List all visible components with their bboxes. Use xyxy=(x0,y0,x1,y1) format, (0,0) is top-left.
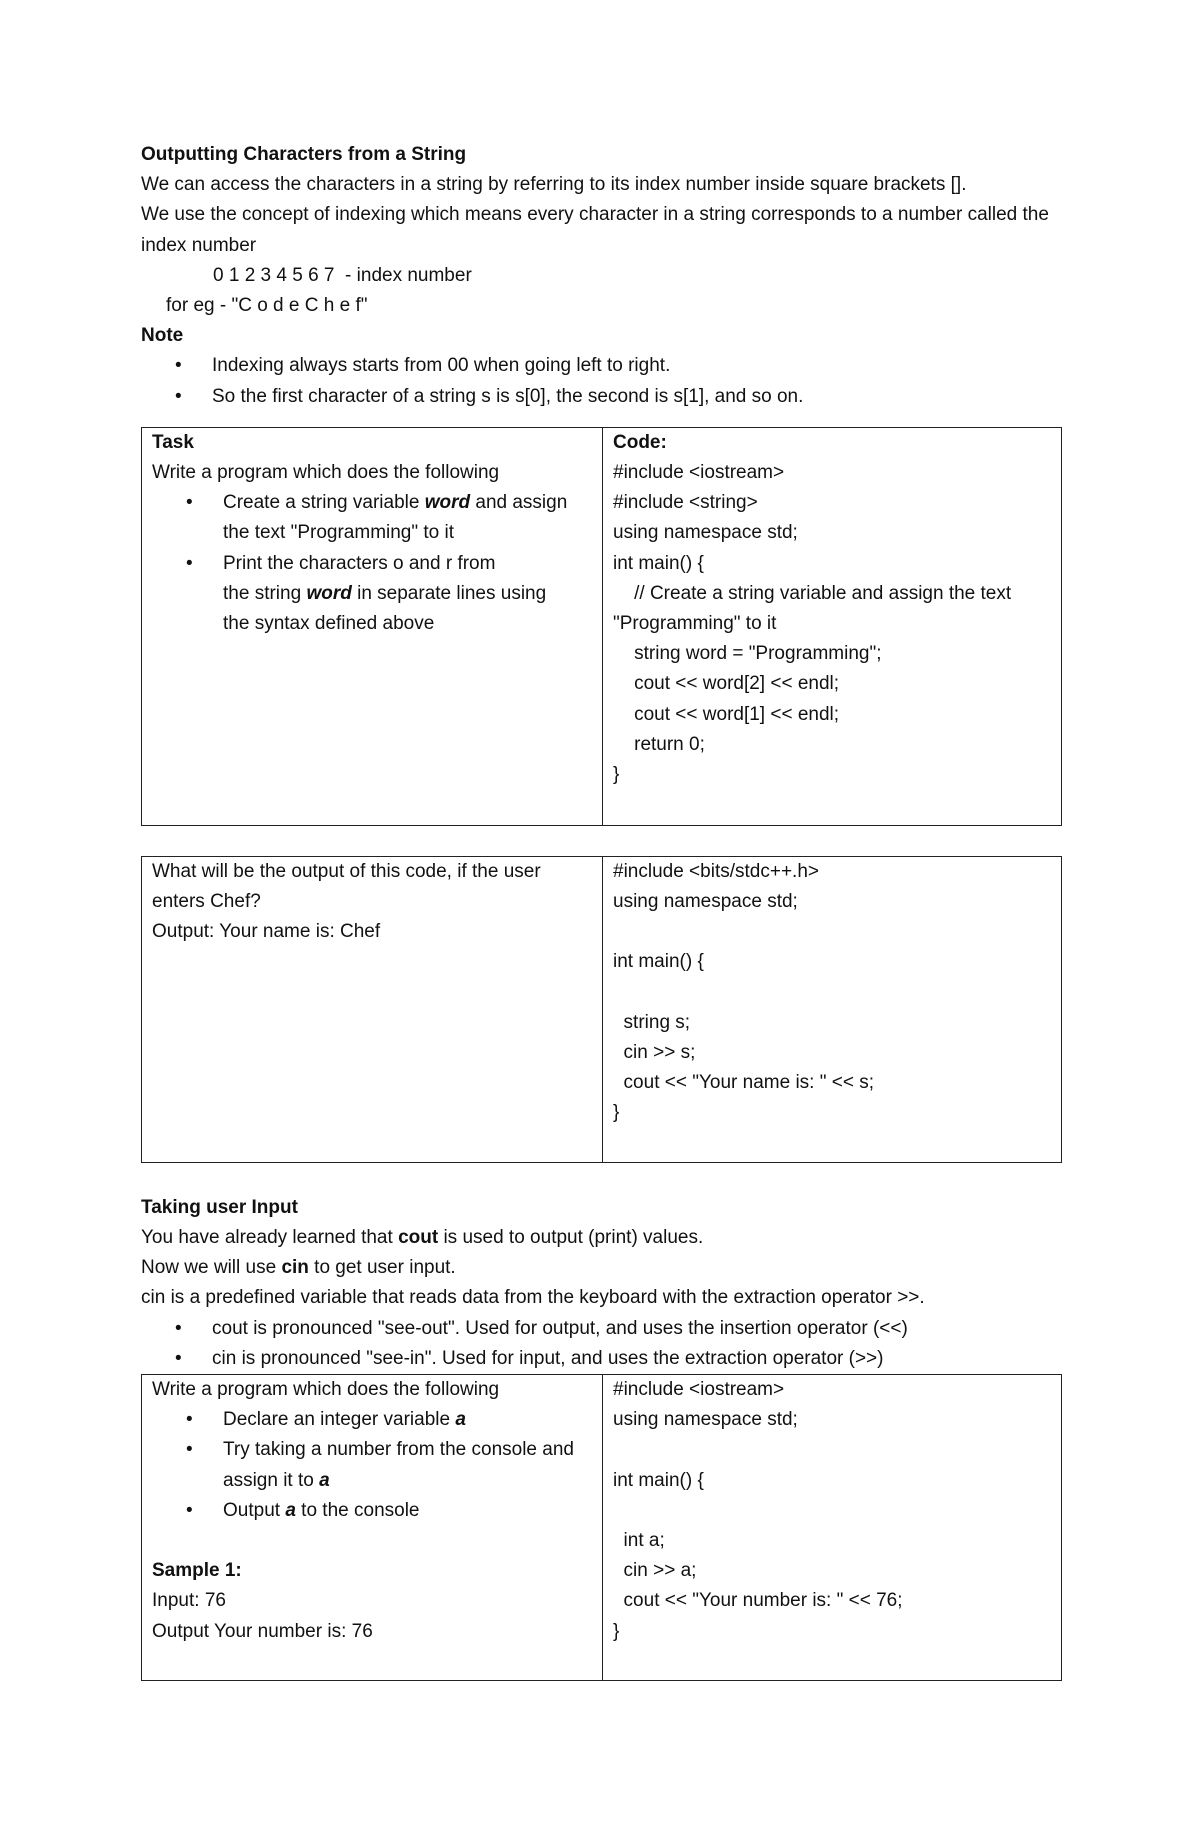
task-text: the string xyxy=(223,582,307,604)
answer-output: Output: Your name is: Chef xyxy=(152,921,381,943)
task-list xyxy=(152,1496,592,1526)
variable-name: a xyxy=(285,1499,296,1521)
code-line: using namespace std; xyxy=(613,1409,798,1431)
code-line: // Create a string variable and assign the text xyxy=(613,582,1012,604)
code-line: cout << "Your name is: " << s; xyxy=(613,1072,874,1094)
index-number-line: 0 1 2 3 4 5 6 7 - index number xyxy=(213,264,472,286)
code-line: "Programming" to it xyxy=(613,613,777,635)
code-line: return 0; xyxy=(613,733,705,755)
sample-input: Input: 76 xyxy=(152,1590,226,1612)
code-cell xyxy=(603,1375,1062,1681)
code-line: int a; xyxy=(613,1530,665,1552)
code-heading: Code: xyxy=(613,431,667,453)
sample-output: Output Your number is: 76 xyxy=(152,1620,373,1642)
task-item xyxy=(152,1405,592,1435)
paragraph xyxy=(141,1253,1061,1283)
code-line xyxy=(613,917,1051,947)
code-line: using namespace std; xyxy=(613,891,798,913)
task-item-continuation xyxy=(152,579,592,609)
paragraph: We can access the characters in a string by referring to its index number inside square brackets []. xyxy=(141,174,967,196)
io-item: • cin is pronounced "see-in". Used for input, and uses the extraction operator (>>) xyxy=(141,1344,1061,1374)
code-cell xyxy=(603,427,1062,825)
variable-name: word xyxy=(306,582,352,604)
io-list xyxy=(141,1314,1061,1374)
variable-name: a xyxy=(455,1409,466,1431)
task-item-continuation: the text "Programming" to it xyxy=(223,522,455,544)
code-line: int main() { xyxy=(613,552,704,574)
task-text: Create a string variable xyxy=(223,492,425,514)
paragraph xyxy=(141,1223,1061,1253)
code-line: #include <iostream> xyxy=(613,1379,785,1401)
paragraph-text: to get user input. xyxy=(308,1257,456,1279)
code-line: #include <bits/stdc++.h> xyxy=(613,860,819,882)
section-title-taking-user-input: Taking user Input xyxy=(141,1196,298,1218)
code-line: string s; xyxy=(613,1011,691,1033)
code-line: cin >> a; xyxy=(613,1560,697,1582)
code-line xyxy=(613,1496,1051,1526)
code-line: int main() { xyxy=(613,1469,704,1491)
task-text: in separate lines using xyxy=(351,582,547,604)
section-title-outputting-characters: Outputting Characters from a String xyxy=(141,144,467,165)
code-line xyxy=(613,1435,1051,1465)
task-table-1 xyxy=(141,427,1062,826)
variable-name: a xyxy=(319,1469,330,1491)
paragraph-text: is used to output (print) values. xyxy=(438,1227,704,1249)
task-list xyxy=(152,488,592,518)
paragraph-text: You have already learned that xyxy=(141,1227,399,1249)
task-heading: Task xyxy=(152,431,194,453)
task-item-continuation xyxy=(152,1466,592,1496)
code-line: } xyxy=(613,1102,620,1124)
code-line: using namespace std; xyxy=(613,522,798,544)
task-intro: Write a program which does the following xyxy=(152,462,500,484)
note-heading: Note xyxy=(141,325,184,347)
code-line: } xyxy=(613,1620,620,1642)
keyword-cin: cin xyxy=(281,1257,309,1279)
task-item xyxy=(152,488,592,518)
example-line: for eg - "C o d e C h e f" xyxy=(166,295,368,317)
task-table-2 xyxy=(141,1374,1062,1681)
task-text: assign it to xyxy=(223,1469,320,1491)
question-cell xyxy=(142,856,603,1162)
question-text: enters Chef? xyxy=(152,891,261,913)
question-table xyxy=(141,856,1062,1163)
code-line xyxy=(613,978,1051,1008)
paragraph: cin is a predefined variable that reads data from the keyboard with the extraction operator >>. xyxy=(141,1287,925,1309)
task-text: Output xyxy=(223,1499,286,1521)
note-item: • So the first character of a string s is s[0], the second is s[1], and so on. xyxy=(141,382,1061,412)
task-text: Declare an integer variable xyxy=(223,1409,456,1431)
code-line: int main() { xyxy=(613,951,704,973)
keyword-cout: cout xyxy=(398,1227,439,1249)
task-intro: Write a program which does the following xyxy=(152,1379,500,1401)
task-list xyxy=(152,1405,592,1465)
sample-heading: Sample 1: xyxy=(152,1560,242,1582)
paragraph-text: Now we will use xyxy=(141,1257,282,1279)
spacer xyxy=(152,1526,592,1556)
note-list xyxy=(141,351,1061,411)
document-page xyxy=(141,140,1061,1681)
code-line: } xyxy=(613,764,620,786)
task-text: and assign xyxy=(470,492,568,514)
task-item: • Print the characters o and r from xyxy=(152,549,592,579)
code-line: cout << "Your number is: " << 76; xyxy=(613,1590,903,1612)
code-line: cout << word[1] << endl; xyxy=(613,703,840,725)
code-line: #include <string> xyxy=(613,492,758,514)
code-line: string word = "Programming"; xyxy=(613,643,882,665)
note-item: • Indexing always starts from 00 when going left to right. xyxy=(141,351,1061,381)
code-line: cin >> s; xyxy=(613,1042,696,1064)
task-cell xyxy=(142,1375,603,1681)
variable-name: word xyxy=(424,492,471,514)
task-item xyxy=(152,1496,592,1526)
question-text: What will be the output of this code, if the user xyxy=(152,860,541,882)
code-line: #include <iostream> xyxy=(613,462,785,484)
task-item-continuation: the syntax defined above xyxy=(223,613,435,635)
task-item: • Try taking a number from the console and xyxy=(152,1435,592,1465)
io-item: • cout is pronounced "see-out". Used for output, and uses the insertion operator (<<) xyxy=(141,1314,1061,1344)
task-list xyxy=(152,549,592,579)
task-text: to the console xyxy=(295,1499,420,1521)
code-line: cout << word[2] << endl; xyxy=(613,673,840,695)
paragraph: We use the concept of indexing which means every character in a string corresponds to a number called the index number xyxy=(141,204,1055,256)
code-cell xyxy=(603,856,1062,1162)
task-cell xyxy=(142,427,603,825)
